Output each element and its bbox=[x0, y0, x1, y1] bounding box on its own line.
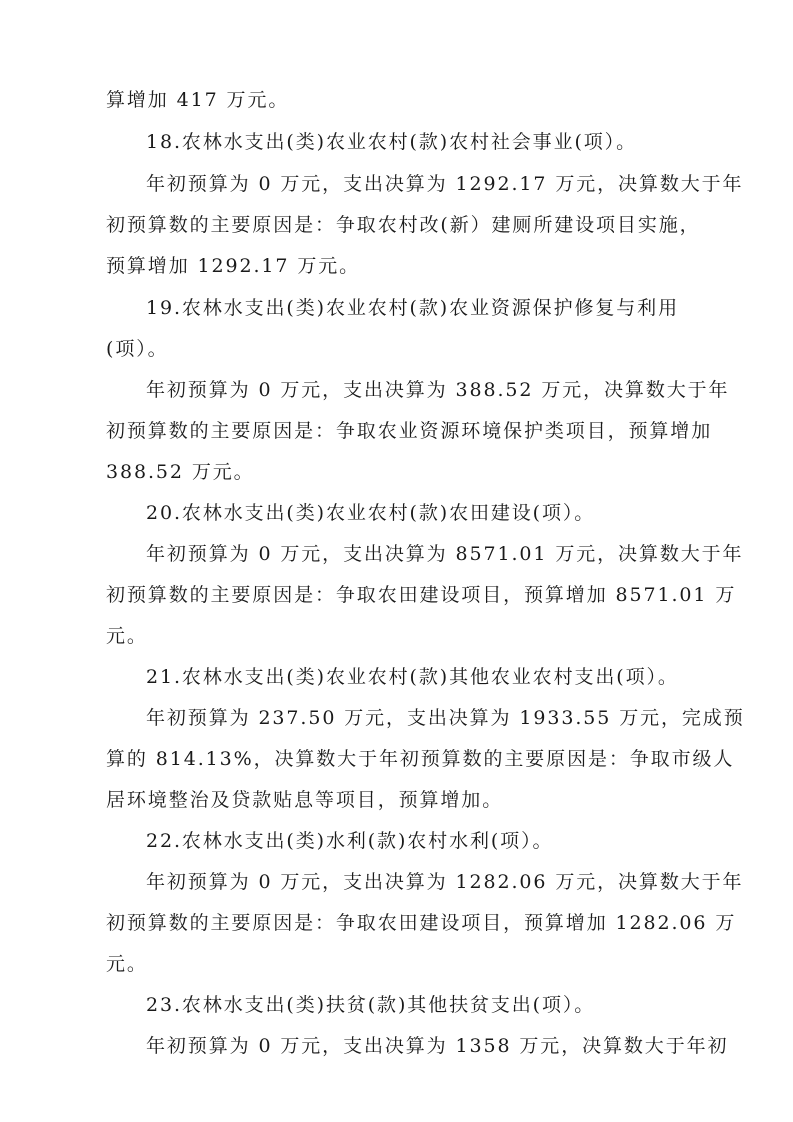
text-line: 年初预算为 0 万元，支出决算为 1292.17 万元，决算数大于年 bbox=[146, 173, 744, 195]
text-line: 初预算数的主要原因是：争取农田建设项目，预算增加 1282.06 万 bbox=[106, 912, 737, 934]
text-line: 年初预算为 237.50 万元，支出决算为 1933.55 万元，完成预 bbox=[146, 707, 745, 729]
text-line: 年初预算为 0 万元，支出决算为 388.52 万元，决算数大于年 bbox=[146, 379, 730, 401]
text-line: 年初预算为 0 万元，支出决算为 8571.01 万元，决算数大于年 bbox=[146, 543, 744, 565]
text-line: 元。 bbox=[106, 953, 148, 975]
section-heading-18: 18.农林水支出(类)农业农村(款)农村社会事业(项）。 bbox=[146, 131, 637, 153]
section-heading-21: 21.农林水支出(类)农业农村(款)其他农业农村支出(项）。 bbox=[146, 666, 679, 688]
text-line: 算的 814.13%，决算数大于年初预算数的主要原因是：争取市级人 bbox=[106, 748, 735, 770]
text-line: 元。 bbox=[106, 625, 148, 647]
text-line: 初预算数的主要原因是：争取农村改(新）建厕所建设项目实施， bbox=[106, 214, 701, 236]
text-line: 初预算数的主要原因是：争取农业资源环境保护类项目，预算增加 bbox=[106, 420, 713, 442]
section-heading-20: 20.农林水支出(类)农业农村(款)农田建设(项）。 bbox=[146, 502, 596, 524]
section-heading-19: 19.农林水支出(类)农业农村(款)农业资源保护修复与利用 bbox=[146, 297, 679, 319]
text-line: 居环境整治及贷款贴息等项目，预算增加。 bbox=[106, 789, 504, 811]
text-line: 算增加 417 万元。 bbox=[106, 89, 290, 111]
text-line: 388.52 万元。 bbox=[106, 461, 255, 483]
text-line: 预算增加 1292.17 万元。 bbox=[106, 255, 361, 277]
text-line: (项）。 bbox=[106, 338, 169, 360]
text-line: 年初预算为 0 万元，支出决算为 1358 万元，决算数大于年初 bbox=[146, 1035, 729, 1057]
text-line: 初预算数的主要原因是：争取农田建设项目，预算增加 8571.01 万 bbox=[106, 584, 737, 606]
section-heading-22: 22.农林水支出(类)水利(款)农村水利(项）。 bbox=[146, 830, 554, 852]
text-line: 年初预算为 0 万元，支出决算为 1282.06 万元，决算数大于年 bbox=[146, 871, 744, 893]
section-heading-23: 23.农林水支出(类)扶贫(款)其他扶贫支出(项）。 bbox=[146, 994, 596, 1016]
